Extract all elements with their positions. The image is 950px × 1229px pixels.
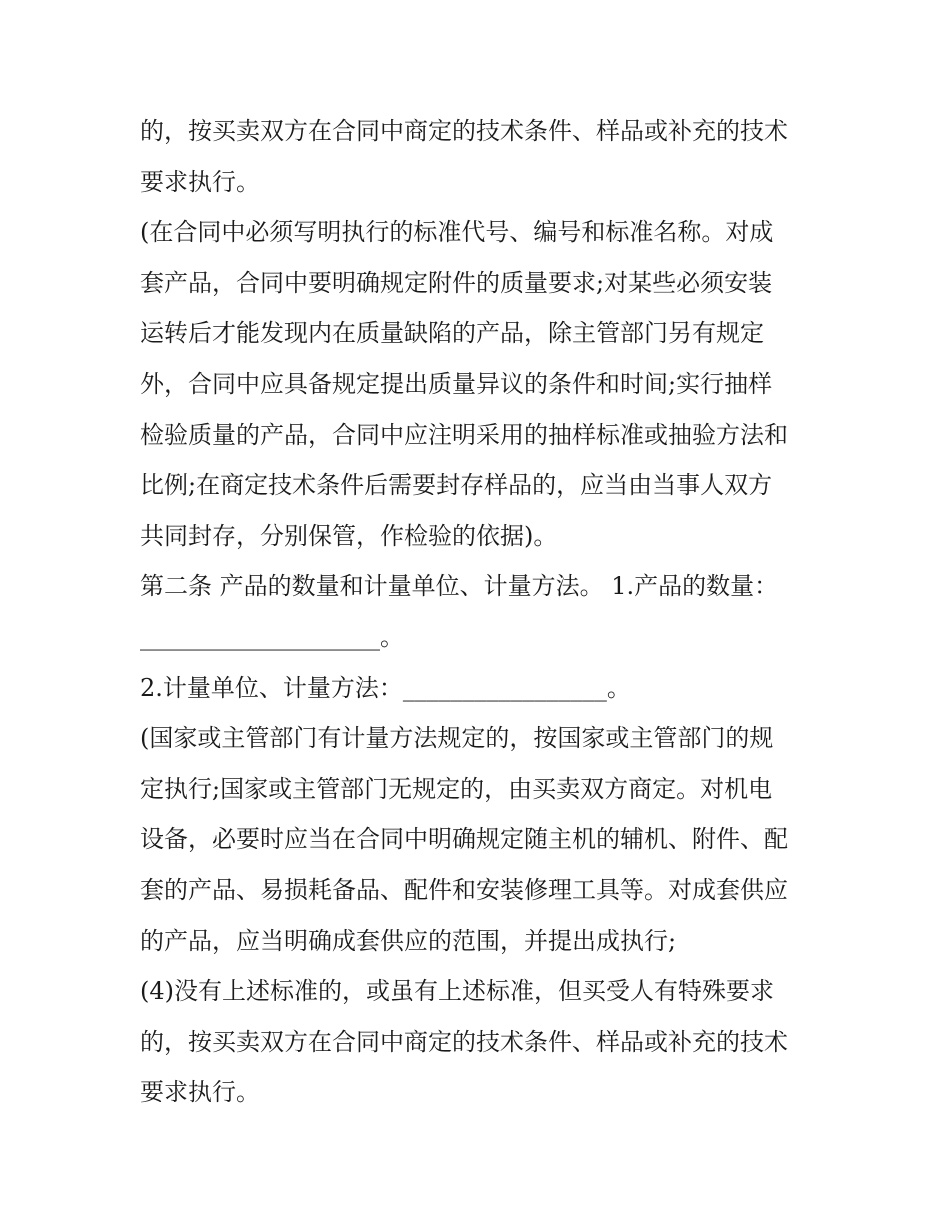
text-line: 共同封存，分别保管，作检验的依据)。	[140, 521, 558, 550]
text-line: (国家或主管部门有计量方法规定的，按国家或主管部门的规	[140, 724, 774, 753]
text-line: 检验质量的产品，合同中应注明采用的抽样标准或抽验方法和	[140, 420, 788, 449]
text-line: (4)没有上述标准的，或虽有上述标准，但买受人有特殊要求	[140, 977, 774, 1006]
text-line: 比例;在商定技术条件后需要封存样品的，应当由当事人双方	[140, 471, 773, 500]
measurement-unit-line: 2.计量单位、计量方法：_________________。	[140, 673, 631, 702]
quantity-blank-line: ____________________。	[140, 622, 404, 651]
text-line: 套的产品、易损耗备品、配件和安装修理工具等。对成套供应	[140, 875, 788, 904]
article-heading-line: 第二条 产品的数量和计量单位、计量方法。 1.产品的数量：	[140, 572, 779, 601]
contract-text-body	[140, 106, 830, 1118]
text-line: 的，按买卖双方在合同中商定的技术条件、样品或补充的技术	[140, 1027, 788, 1056]
text-line: 运转后才能发现内在质量缺陷的产品，除主管部门另有规定	[140, 319, 764, 348]
text-line: 的，按买卖双方在合同中商定的技术条件、样品或补充的技术	[140, 117, 788, 145]
text-line: 要求执行。	[140, 167, 260, 196]
text-line: 套产品，合同中要明确规定附件的质量要求;对某些必须安装	[140, 268, 773, 297]
text-line: (在合同中必须写明执行的标准代号、编号和标准名称。对成	[140, 218, 774, 247]
text-line: 要求执行。	[140, 1078, 260, 1107]
text-line: 外，合同中应具备规定提出质量异议的条件和时间;实行抽样	[140, 369, 773, 398]
text-line: 定执行;国家或主管部门无规定的，由买卖双方商定。对机电	[140, 774, 773, 803]
text-line: 的产品，应当明确成套供应的范围，并提出成执行;	[140, 926, 677, 955]
text-line: 设备，必要时应当在合同中明确规定随主机的辅机、附件、配	[140, 825, 788, 854]
